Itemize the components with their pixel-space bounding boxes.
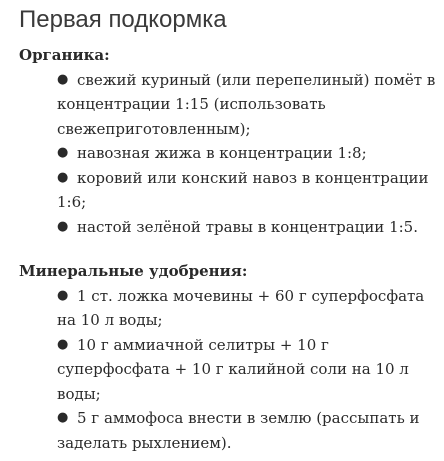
section-organic	[19, 43, 439, 239]
section-heading: Органика:	[19, 46, 110, 64]
item-text: настой зелёной травы в концентрации 1:5.	[77, 217, 418, 236]
section-heading: Минеральные удобрения:	[19, 262, 248, 280]
list-item	[19, 166, 439, 215]
item-text: 10 г аммиачной селитры + 10 г суперфосфата + 10 г калийной соли на 10 л воды;	[57, 335, 409, 403]
item-list	[19, 68, 439, 240]
item-list	[19, 284, 439, 456]
bullet-icon: ●	[57, 71, 69, 87]
bullet-icon: ●	[57, 218, 69, 234]
item-text: коровий или конский навоз в концентрации 1:6;	[57, 168, 429, 211]
list-item	[19, 215, 439, 240]
page-title: Первая подкормка	[19, 6, 227, 33]
item-text: 1 ст. ложка мочевины + 60 г суперфосфата на 10 л воды;	[57, 286, 425, 329]
list-item	[19, 333, 439, 407]
list-item	[19, 141, 439, 166]
item-text: 5 г аммофоса внести в землю (рассыпать и заделать рыхлением).	[57, 409, 420, 452]
section-mineral	[19, 259, 439, 455]
item-text: свежий куриный (или перепелиный) помёт в концентрации 1:15 (использовать свежеприготовленным);	[57, 70, 436, 138]
bullet-icon: ●	[57, 336, 69, 352]
list-item	[19, 284, 439, 333]
bullet-icon: ●	[57, 169, 69, 185]
list-item	[19, 68, 439, 142]
item-text: навозная жижа в концентрации 1:8;	[77, 144, 367, 162]
bullet-icon: ●	[57, 410, 69, 425]
bullet-icon: ●	[57, 287, 69, 303]
bullet-icon: ●	[57, 145, 69, 160]
list-item	[19, 406, 439, 455]
